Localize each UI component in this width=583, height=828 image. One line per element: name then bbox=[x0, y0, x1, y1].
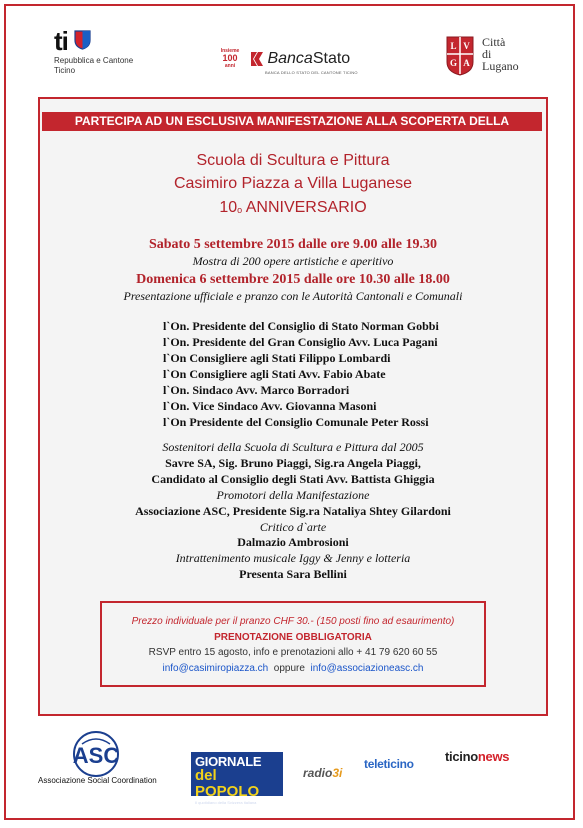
credit-line: Intrattenimento musicale Iggy & Jenny e lotteria bbox=[175, 551, 411, 566]
rsvp-info: RSVP entro 15 agosto, info e prenotazioni allo + 41 79 620 60 55 bbox=[148, 647, 438, 658]
credit-line: Sostenitori della Scuola di Scultura e Pittura dal 2005 bbox=[162, 440, 424, 454]
gdp-line2: del POPOLO bbox=[195, 767, 260, 800]
credit-line: Promotori della Manifestazione bbox=[216, 487, 370, 502]
lugano-crest-icon bbox=[446, 36, 474, 76]
authority-item: l`On. Presidente del Gran Consiglio Avv. Luca Pagani bbox=[163, 335, 438, 349]
gdp-tagline: Il quotidiano della Svizzera italiana bbox=[195, 800, 257, 805]
ticino-label bbox=[54, 56, 133, 76]
giornale-del-popolo-logo bbox=[191, 752, 283, 805]
ticinonews-post: news bbox=[477, 749, 510, 764]
lunch-price: Prezzo individuale per il pranzo CHF 30.- (150 posti fino ad esaurimento) bbox=[131, 616, 455, 627]
title-line-2: Casimiro Piazza a Villa Luganese bbox=[173, 175, 413, 192]
ticinonews-logo bbox=[445, 749, 509, 764]
radio-post: 3i bbox=[332, 766, 343, 780]
credit-line: Critico d`arte bbox=[259, 519, 327, 534]
anniversary-word: ANNIVERSARIO bbox=[242, 199, 367, 216]
authority-item: l`On Presidente del Consiglio Comunale Peter Rossi bbox=[163, 415, 429, 429]
authority-item: l`On Consigliere agli Stati Filippo Lombardi bbox=[163, 351, 391, 365]
crest-letter: A bbox=[463, 58, 470, 68]
authority-item: l`On. Presidente del Consiglio di Stato Norman Gobbi bbox=[163, 319, 439, 333]
booking-info-box bbox=[100, 601, 486, 687]
anniversary-number: 10 bbox=[219, 199, 238, 216]
booking-required: PRENOTAZIONE OBBLIGATORIA bbox=[214, 631, 372, 643]
authority-item: l`On. Vice Sindaco Avv. Giovanna Masoni bbox=[163, 399, 377, 413]
credit-line: Associazione ASC, Presidente Sig.ra Nataliya Shtey Gilardoni bbox=[135, 503, 451, 518]
anniversary-superscript: o bbox=[237, 205, 243, 215]
badge-top: Insieme bbox=[220, 48, 240, 54]
day2-note: Presentazione ufficiale e pranzo con le Autorità Cantonali e Comunali bbox=[123, 289, 463, 303]
ticino-mark: ti bbox=[54, 26, 68, 56]
ticino-shield-icon bbox=[74, 30, 91, 50]
bancastato-wordmark bbox=[251, 50, 350, 68]
authorities-list bbox=[163, 318, 523, 430]
badge-sub: anni bbox=[224, 63, 236, 69]
credit-line: Presenta Sara Bellini bbox=[239, 567, 347, 582]
authority-item: l`On. Sindaco Avv. Marco Borradori bbox=[163, 383, 350, 397]
crest-letter: L bbox=[450, 41, 457, 51]
lugano-line1: Città bbox=[482, 35, 506, 49]
email-link-casimiropiazza[interactable]: info@casimiropiazza.ch bbox=[162, 662, 269, 674]
bancastato-k-icon bbox=[251, 52, 263, 66]
lugano-line2: di bbox=[482, 47, 492, 61]
lugano-label bbox=[482, 36, 519, 72]
credit-line: Dalmazio Ambrosioni bbox=[237, 535, 349, 550]
badge-number: 100 bbox=[222, 53, 238, 63]
bancastato-name bbox=[267, 50, 350, 67]
bancastato-name-rest: Stato bbox=[312, 50, 351, 67]
radio3i-logo bbox=[303, 766, 342, 780]
bancastato-subtitle: BANCA DELLO STATO DEL CANTONE TICINO bbox=[265, 70, 358, 75]
email-separator: oppure bbox=[273, 662, 305, 674]
ticino-logo bbox=[54, 26, 134, 76]
day1-date: Sabato 5 settembre 2015 dalle ore 9.00 alle 19.30 bbox=[148, 237, 437, 252]
credit-line: Savre SA, Sig. Bruno Piaggi, Sig.ra Angela Piaggi, bbox=[165, 455, 421, 470]
ticino-label-line1: Repubblica e Cantone bbox=[54, 56, 134, 65]
event-banner: PARTECIPA AD UN ESCLUSIVA MANIFESTAZIONE ALLA SCOPERTA DELLA bbox=[42, 112, 542, 131]
ticino-label-line2: Ticino bbox=[54, 66, 76, 75]
authority-item: l`On Consigliere agli Stati Avv. Fabio Abate bbox=[163, 367, 386, 381]
title-line-1: Scuola di Scultura e Pittura bbox=[196, 152, 390, 169]
gdp-line1: GIORNALE bbox=[195, 754, 262, 769]
credits-list bbox=[40, 440, 546, 583]
ticinonews-pre: ticino bbox=[445, 749, 478, 764]
radio-pre: radio bbox=[303, 766, 333, 780]
day1-note: Mostra di 200 opere artistiche e aperitivo bbox=[192, 254, 394, 268]
asc-label: Associazione Social Coordination bbox=[38, 776, 157, 785]
bancastato-name-italic: Banca bbox=[267, 50, 313, 67]
credit-line: Candidato al Consiglio degli Stati Avv. Battista Ghiggia bbox=[151, 471, 435, 486]
lugano-line3: Lugano bbox=[482, 59, 519, 73]
anniversary-title bbox=[40, 196, 546, 219]
centenary-badge bbox=[217, 48, 243, 69]
crest-letter: V bbox=[463, 41, 470, 51]
email-link-associazioneasc[interactable]: info@associazioneasc.ch bbox=[310, 662, 424, 674]
crest-letter: G bbox=[449, 58, 458, 68]
asc-mark: ASC bbox=[72, 743, 120, 768]
contact-emails bbox=[102, 661, 484, 677]
day2-date: Domenica 6 settembre 2015 dalle ore 10.30 alle 18.00 bbox=[136, 272, 450, 287]
teleticino-logo: teleticino bbox=[364, 757, 414, 771]
